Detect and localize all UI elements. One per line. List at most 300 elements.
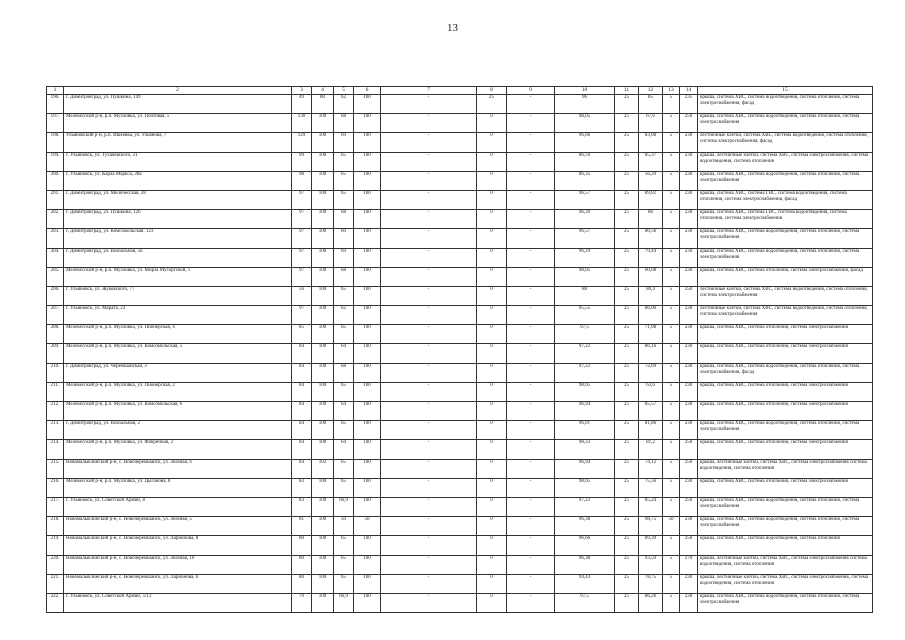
col-14-cell: 230 [680,267,698,286]
work-types-cell: крыша, система ХВС, система водоотведения, система отопления, система электроснабжения [698,421,873,440]
col-10-cell: 95,55 [555,306,615,325]
col-11-cell: 25 [615,363,639,382]
work-types-cell: крыша, система ХВС, система водоотведения, система отопления, система электроснабжения [698,229,873,248]
col-5-cell: 65 [334,171,354,190]
col-5-cell: 64 [334,440,354,459]
col-14-cell: 230 [680,574,698,593]
row-number-cell: 196. [47,95,64,114]
col-8-cell: 0 [477,459,507,478]
col-9-cell: - [507,114,555,133]
col-12-cell: 85 [639,95,663,114]
col-4-cell: 100 [312,382,334,401]
address-cell: Новомалыклинский р-н, с. Новочеремшанск, ул. Зеленая, 6 [64,459,292,478]
row-number-cell: 221. [47,574,64,593]
col-7-cell: - [381,459,477,478]
work-types-cell: крыша, система ХВС, система водоотведения, система отопления, система электроснабжения [698,114,873,133]
col-10-cell: 86,35 [555,171,615,190]
address-cell: г. Ульяновск, ул. Марата, 23 [64,306,292,325]
work-types-cell: крыша, лестничные клетки, система ХВС, система электроснабжения система водоотведения, система отопления [698,555,873,574]
col-12-cell: 85,57 [639,402,663,421]
work-types-cell: крыша, лестничные клетки, система ХВС, система электроснабжения система водоотведения, система отопления [698,459,873,478]
table-row [47,402,873,421]
col-7-cell: - [381,363,477,382]
col-14-cell: 230 [680,593,698,612]
col-10-cell: 96,66 [555,133,615,152]
col-8-cell: 0 [477,171,507,190]
col-4-cell: 100 [312,440,334,459]
col-6-cell: 100 [354,190,381,209]
col-14-cell: 270 [680,555,698,574]
col-8-cell: 0 [477,497,507,516]
work-types-cell: крыша, система ХВС, система отопления, система электроснабжения [698,440,873,459]
column-header: 12 [639,87,663,95]
work-types-cell: крыша, система ХВС, система отопления, система электроснабжения [698,478,873,497]
col-7-cell: - [381,286,477,305]
col-9-cell: - [507,555,555,574]
col-5-cell: 60 [334,229,354,248]
col-14-cell: 250 [680,536,698,555]
col-11-cell: 25 [615,190,639,209]
address-cell: г. Димитровград, ул. Пушкина, 126 [64,210,292,229]
address-cell: г. Димитровград, ул. Вокзальная, 2 [64,421,292,440]
col-11-cell: 25 [615,478,639,497]
col-14-cell: 230 [680,210,698,229]
col-6-cell: 100 [354,229,381,248]
col-5-cell: 68 [334,363,354,382]
address-cell: г. Ульяновск, ул. Жуковского, 77 [64,286,292,305]
row-number-cell: 211. [47,382,64,401]
work-types-cell: крыша, лестничные клетки, система ХВС, система электроснабжения, система водоотведения, система отопления [698,574,873,593]
col-12-cell: 80,56 [639,229,663,248]
col-13-cell: 5 [663,190,680,209]
col-7-cell: - [381,574,477,593]
col-3-cell: 80 [292,574,312,593]
row-number-cell: 204. [47,248,64,267]
col-10-cell: 96,38 [555,517,615,536]
address-cell: г. Димитровград, ул. Черемшанская, 3 [64,363,292,382]
col-8-cell: 0 [477,190,507,209]
col-12-cell: 86,06 [639,306,663,325]
address-cell: г. Ульяновск, ул. Советской Армии, 8 [64,497,292,516]
table-row [47,382,873,401]
address-cell: Новомалыклинский р-н, с. Новочеремшанск, ул. Ларионова, 6 [64,574,292,593]
col-14-cell: 250 [680,440,698,459]
col-13-cell: 5 [663,363,680,382]
col-13-cell: 5 [663,497,680,516]
row-number-cell: 199. [47,152,64,171]
col-5-cell: 65 [334,325,354,344]
col-8-cell: 0 [477,267,507,286]
col-11-cell: 25 [615,555,639,574]
col-14-cell: 230 [680,478,698,497]
col-9-cell: - [507,402,555,421]
col-13-cell: 5 [663,306,680,325]
col-13-cell: 5 [663,402,680,421]
column-header: 15 [698,87,873,95]
col-3-cell: 81 [292,517,312,536]
col-12-cell: 86,26 [639,593,663,612]
col-5-cell: 65 [334,190,354,209]
col-9-cell: - [507,344,555,363]
work-types-cell: крыша, система ХВС, система водоотведения, система отопления, система электроснабжения [698,497,873,516]
col-3-cell: 130 [292,114,312,133]
row-number-cell: 222. [47,593,64,612]
col-11-cell: 25 [615,114,639,133]
address-cell: Новомалыклинский р-н, с. Новочеремшанск, ул. Зеленая, 5 [64,517,292,536]
row-number-cell: 197. [47,114,64,133]
col-6-cell: 100 [354,248,381,267]
col-10-cell: 97,5 [555,593,615,612]
table-row [47,574,873,593]
col-4-cell: 100 [312,574,334,593]
col-13-cell: 5 [663,440,680,459]
col-7-cell: - [381,478,477,497]
column-header: 7 [381,87,477,95]
col-11-cell: 25 [615,325,639,344]
col-5-cell: 66,9 [334,497,354,516]
col-8-cell: 0 [477,363,507,382]
col-6-cell: 100 [354,363,381,382]
col-9-cell: - [507,363,555,382]
col-6-cell: 100 [354,210,381,229]
col-3-cell: 97 [292,190,312,209]
col-5-cell: 64 [334,344,354,363]
col-14-cell: 230 [680,133,698,152]
col-7-cell: - [381,171,477,190]
col-9-cell: - [507,459,555,478]
work-types-cell: крыша, система ХВС, система ГВС, система водоотведения, система отопления, система электроснабжения [698,210,873,229]
col-10-cell: 97,5 [555,325,615,344]
col-8-cell: 0 [477,133,507,152]
col-6-cell: 100 [354,306,381,325]
data-table [46,86,873,613]
col-5-cell: 65 [334,555,354,574]
col-11-cell: 25 [615,497,639,516]
col-8-cell: 0 [477,248,507,267]
col-10-cell: 86,59 [555,152,615,171]
column-header: 9 [507,87,555,95]
col-12-cell: 81,2 [639,440,663,459]
address-cell: Мелекесский р-н, р.п. Мулловка, ул. Комсомольская, 5 [64,344,292,363]
col-7-cell: - [381,517,477,536]
col-5-cell: 65 [334,382,354,401]
col-12-cell: 98,75 [639,517,663,536]
col-11-cell: 25 [615,267,639,286]
col-12-cell: 89,82 [639,190,663,209]
table-row [47,344,873,363]
address-cell: г. Димитровград, ул. Молочесская, 28 [64,190,292,209]
col-3-cell: 80 [292,536,312,555]
address-cell: Новомалыклинский р-н, с. Новочеремшанск, ул. Ларионова, 8 [64,536,292,555]
col-6-cell: 100 [354,171,381,190]
col-3-cell: 49 [292,95,312,114]
col-7-cell: - [381,421,477,440]
col-7-cell: - [381,152,477,171]
page-number: 13 [447,22,458,34]
col-4-cell: 100 [312,593,334,612]
col-4-cell: 100 [312,229,334,248]
col-14-cell: 250 [680,497,698,516]
col-13-cell: 5 [663,248,680,267]
col-13-cell: 5 [663,152,680,171]
col-12-cell: 72,69 [639,363,663,382]
col-8-cell: 25 [477,95,507,114]
col-11-cell: 25 [615,95,639,114]
col-10-cell: 98,05 [555,267,615,286]
work-types-cell: крыша, система ХВС, система водоотведения, система отопления, система электроснабжения [698,593,873,612]
col-11-cell: 25 [615,210,639,229]
col-7-cell: - [381,382,477,401]
col-8-cell: 0 [477,229,507,248]
work-types-cell: крыша, система ХВС, система водоотведения, система отопления, система электроснабжения [698,171,873,190]
col-7-cell: - [381,440,477,459]
col-10-cell: 94,43 [555,574,615,593]
col-10-cell: 88 [555,286,615,305]
col-12-cell: 85,37 [639,152,663,171]
col-6-cell: 100 [354,536,381,555]
col-13-cell: 5 [663,286,680,305]
col-6-cell: 100 [354,344,381,363]
address-cell: Мелекесский р-н, р.п. Мулловка, ул. Фабричная, 2 [64,440,292,459]
header-row [47,87,873,95]
work-types-cell: крыша, система ХВС, система отопления, система электроснабжения [698,402,873,421]
address-cell: Мелекесский р-н, р.п. Мулловка, ул. Цыганова, 8 [64,478,292,497]
col-11-cell: 25 [615,459,639,478]
table-row [47,152,873,171]
col-5-cell: 65 [334,574,354,593]
col-4-cell: 100 [312,536,334,555]
col-14-cell: 235 [680,95,698,114]
col-8-cell: 0 [477,382,507,401]
col-6-cell: 100 [354,95,381,114]
col-6-cell: 100 [354,382,381,401]
col-7-cell: - [381,267,477,286]
col-7-cell: - [381,344,477,363]
col-11-cell: 25 [615,133,639,152]
col-5-cell: 62 [334,95,354,114]
col-3-cell: 79 [292,593,312,612]
col-14-cell: 230 [680,402,698,421]
column-header: 8 [477,87,507,95]
table-row [47,133,873,152]
col-4-cell: 100 [312,152,334,171]
address-cell: Мелекесский р-н, р.п. Мулловка, ул. Мирза Мусоргской, 1 [64,267,292,286]
col-6-cell: 100 [354,286,381,305]
col-9-cell: - [507,95,555,114]
col-5-cell: 65 [334,459,354,478]
col-10-cell: 98,33 [555,440,615,459]
col-4-cell: 100 [312,286,334,305]
address-cell: Мелекесский р-н, р.п. Мулловка, ул. Пионерская, 2 [64,382,292,401]
table-row [47,517,873,536]
col-13-cell: 5 [663,325,680,344]
col-3-cell: 83 [292,497,312,516]
col-9-cell: - [507,574,555,593]
col-7-cell: - [381,133,477,152]
row-number-cell: 210. [47,363,64,382]
col-6-cell: 100 [354,593,381,612]
col-5-cell: 68 [334,114,354,133]
col-7-cell: - [381,306,477,325]
col-10-cell: 96,01 [555,421,615,440]
row-number-cell: 208. [47,325,64,344]
col-10-cell: 96,94 [555,402,615,421]
col-9-cell: - [507,593,555,612]
col-14-cell: 250 [680,114,698,133]
table-row [47,190,873,209]
col-6-cell: 100 [354,574,381,593]
col-7-cell: - [381,210,477,229]
col-13-cell: 5 [663,95,680,114]
row-number-cell: 201. [47,190,64,209]
col-13-cell: 5 [663,171,680,190]
col-12-cell: 67,6 [639,114,663,133]
col-3-cell: 97 [292,229,312,248]
col-11-cell: 25 [615,286,639,305]
col-13-cell: 5 [663,382,680,401]
col-9-cell: - [507,210,555,229]
col-8-cell: 0 [477,555,507,574]
col-6-cell: 100 [354,402,381,421]
col-4-cell: 100 [312,344,334,363]
work-types-cell: крыша, система ХВС, система водоотведения, система отопления, система электроснабжения, фасад [698,95,873,114]
col-8-cell: 0 [477,306,507,325]
table-row [47,497,873,516]
address-cell: Новомалыклинский р-н, с. Новочеремшанск, ул. Зеленая, 10 [64,555,292,574]
table-row [47,286,873,305]
col-6-cell: 100 [354,421,381,440]
work-types-cell: крыша, система ХВС, система отопления, система электроснабжения [698,344,873,363]
col-3-cell: 84 [292,344,312,363]
col-6-cell: 100 [354,325,381,344]
col-5-cell: 66,9 [334,593,354,612]
col-5-cell: 50 [334,517,354,536]
col-13-cell: 5 [663,133,680,152]
col-8-cell: 0 [477,152,507,171]
col-3-cell: 97 [292,306,312,325]
col-5-cell: 68 [334,267,354,286]
table-row [47,267,873,286]
col-9-cell: - [507,440,555,459]
col-4-cell: 80 [312,95,334,114]
col-4-cell: 100 [312,478,334,497]
col-13-cell: 5 [663,555,680,574]
col-12-cell: 74,12 [639,459,663,478]
table-row [47,593,873,612]
address-cell: г. Ульяновск, ул. Карла Маркса, 28а [64,171,292,190]
col-10-cell: 98,05 [555,382,615,401]
col-7-cell: - [381,248,477,267]
col-12-cell: 78,75 [639,574,663,593]
col-13-cell: 5 [663,593,680,612]
col-13-cell: 5 [663,574,680,593]
col-9-cell: - [507,248,555,267]
col-6-cell: 50 [354,517,381,536]
col-14-cell: 230 [680,190,698,209]
col-5-cell: 65 [334,478,354,497]
col-6-cell: 100 [354,114,381,133]
row-number-cell: 205. [47,267,64,286]
col-5-cell: 62 [334,306,354,325]
col-3-cell: 84 [292,459,312,478]
address-cell: г. Ульяновск, ул. Тухачевского, 21 [64,152,292,171]
col-14-cell: 230 [680,344,698,363]
table-row [47,210,873,229]
row-number-cell: 215. [47,459,64,478]
col-14-cell: 230 [680,306,698,325]
col-3-cell: 85 [292,325,312,344]
table-row [47,114,873,133]
col-7-cell: - [381,95,477,114]
work-types-cell: крыша, система ХВС, система водоотведения, система отопления [698,536,873,555]
col-8-cell: 0 [477,574,507,593]
col-10-cell: 96 [555,95,615,114]
work-types-cell: лестничные клетки, система ХВС, система водоотведения, система отопления, система электроснабжения [698,286,873,305]
col-8-cell: 0 [477,344,507,363]
col-13-cell: 5 [663,344,680,363]
col-11-cell: 25 [615,306,639,325]
col-13-cell: 50 [663,517,680,536]
col-5-cell: 69 [334,133,354,152]
col-6-cell: 100 [354,267,381,286]
col-13-cell: 5 [663,229,680,248]
col-5-cell: 64 [334,402,354,421]
col-4-cell: 100 [312,555,334,574]
col-11-cell: 25 [615,248,639,267]
address-cell: г. Димитровград, ул. Комсомольская, 123 [64,229,292,248]
col-14-cell: 230 [680,229,698,248]
col-13-cell: 5 [663,459,680,478]
table-row [47,440,873,459]
col-4-cell: 100 [312,171,334,190]
col-14-cell: 250 [680,286,698,305]
col-8-cell: 0 [477,325,507,344]
col-8-cell: 0 [477,114,507,133]
row-number-cell: 200. [47,171,64,190]
col-9-cell: - [507,517,555,536]
col-13-cell: 5 [663,421,680,440]
col-3-cell: 84 [292,382,312,401]
table-row [47,478,873,497]
col-7-cell: - [381,325,477,344]
col-11-cell: 25 [615,593,639,612]
col-11-cell: 25 [615,536,639,555]
col-13-cell: 5 [663,267,680,286]
address-cell: г. Ульяновск, ул. Советской Армии, 5/13 [64,593,292,612]
column-header: 10 [555,87,615,95]
address-cell: Мелекесский р-н, р.п. Мулловка, ул. Почтовая, 5 [64,114,292,133]
col-12-cell: 75,56 [639,478,663,497]
col-10-cell: 96,57 [555,190,615,209]
col-8-cell: 0 [477,536,507,555]
col-10-cell: 98,05 [555,478,615,497]
column-header: 4 [312,87,334,95]
col-4-cell: 100 [312,248,334,267]
col-14-cell: 250 [680,459,698,478]
col-4-cell: 100 [312,114,334,133]
row-number-cell: 203. [47,229,64,248]
row-number-cell: 218. [47,517,64,536]
row-number-cell: 198. [47,133,64,152]
work-types-cell: крыша, система ХВС, система водоотведения, система отопления, система электроснабжения [698,517,873,536]
col-10-cell: 98,05 [555,114,615,133]
row-number-cell: 217. [47,497,64,516]
col-11-cell: 25 [615,402,639,421]
col-10-cell: 96,38 [555,555,615,574]
col-6-cell: 100 [354,152,381,171]
col-10-cell: 96,57 [555,229,615,248]
col-11-cell: 25 [615,382,639,401]
